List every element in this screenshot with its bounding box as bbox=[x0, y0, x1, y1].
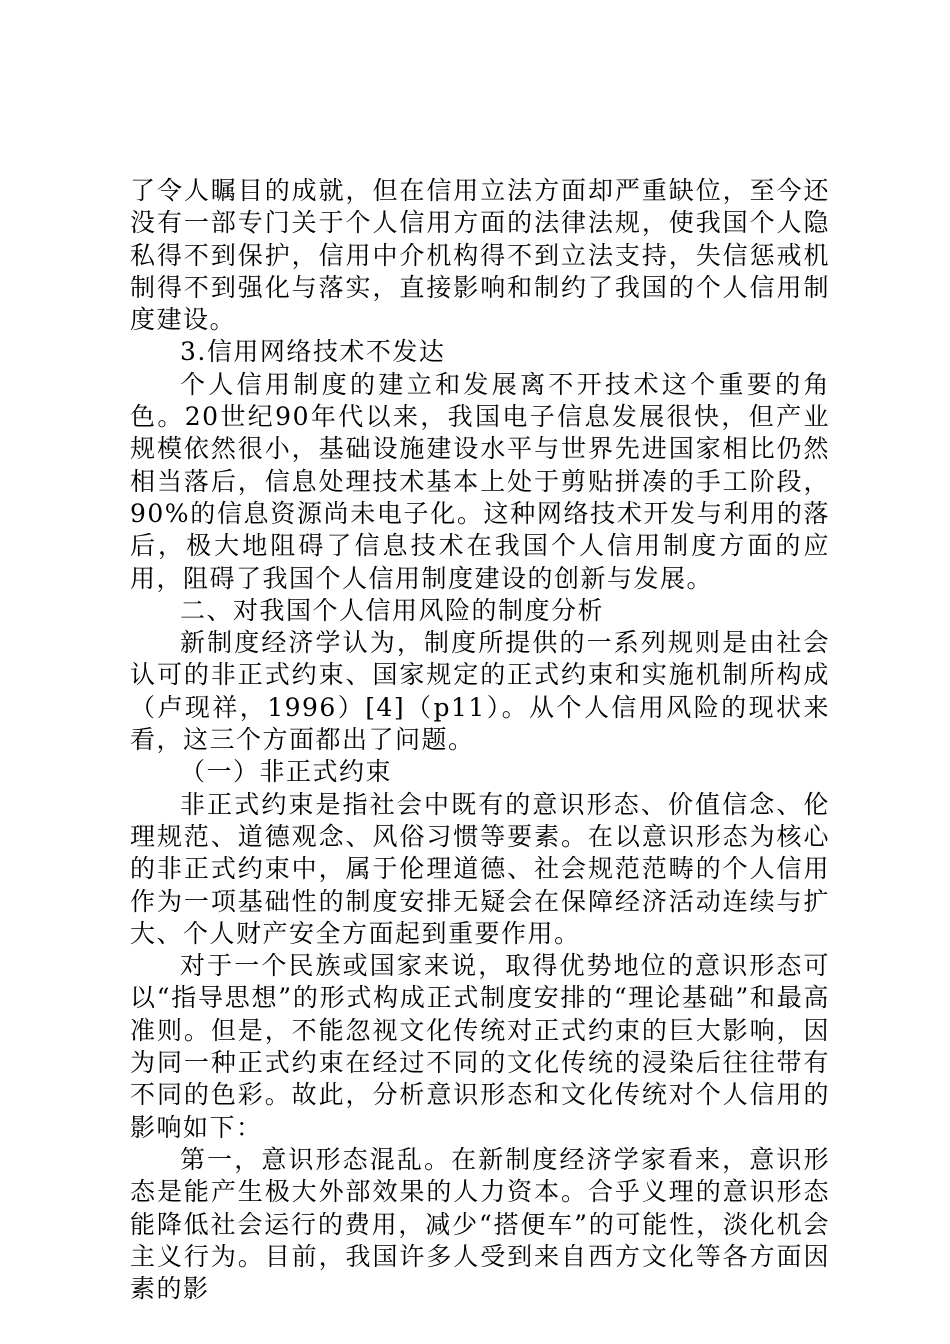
document-body bbox=[130, 175, 830, 1305]
paragraph-new-institutional-economics: 新制度经济学认为，制度所提供的一系列规则是由社会认可的非正式约束、国家规定的正式约束和实施机制所构成（卢现祥，1996）[4]（p11）。从个人信用风险的现状来看，这三个方面都出了问题。 bbox=[130, 628, 830, 755]
paragraph-ideology-confusion: 第一，意识形态混乱。在新制度经济学家看来，意识形态是能产生极大外部效果的人力资本。合乎义理的意识形态能降低社会运行的费用，减少“搭便车”的可能性，淡化机会主义行为。目前，我国许多人受到来自西方文化等各方面因素的影 bbox=[130, 1144, 830, 1304]
paragraph-informal-constraints: 非正式约束是指社会中既有的意识形态、价值信念、伦理规范、道德观念、风俗习惯等要素。在以意识形态为核心的非正式约束中，属于伦理道德、社会规范范畴的个人信用作为一项基础性的制度安排无疑会在保障经济活动连续与扩大、个人财产安全方面起到重要作用。 bbox=[130, 789, 830, 948]
section-heading-institutional-analysis: 二、对我国个人信用风险的制度分析 bbox=[180, 595, 605, 625]
paragraph-legislation-continued: 了令人瞩目的成就，但在信用立法方面却严重缺位，至今还没有一部专门关于个人信用方面的法律法规，使我国个人隐私得不到保护，信用中介机构得不到立法支持，失信惩戒机制得不到强化与落实，直接影响和制约了我国的个人信用制度建设。 bbox=[130, 176, 830, 335]
paragraph-ideology-culture: 对于一个民族或国家来说，取得优势地位的意识形态可以“指导思想”的形式构成正式制度安排的“理论基础”和最高准则。但是，不能忽视文化传统对正式约束的巨大影响，因为同一种正式约束在经过不同的文化传统的浸染后往往带有不同的色彩。故此，分析意识形态和文化传统对个人信用的影响如下： bbox=[130, 951, 830, 1142]
section-heading-network-tech: 3.信用网络技术不发达 bbox=[180, 337, 446, 367]
paragraph-network-tech: 个人信用制度的建立和发展离不开技术这个重要的角色。20世纪90年代以来，我国电子信息发展很快，但产业规模依然很小，基础设施建设水平与世界先进国家相比仍然相当落后，信息处理技术基本上处于剪贴拼凑的手工阶段，90%的信息资源尚未电子化。这种网络技术开发与利用的落后，极大地阻碍了信息技术在我国个人信用制度方面的应用，阻碍了我国个人信用制度建设的创新与发展。 bbox=[130, 369, 830, 593]
section-heading-informal-constraints: （一）非正式约束 bbox=[180, 757, 393, 787]
